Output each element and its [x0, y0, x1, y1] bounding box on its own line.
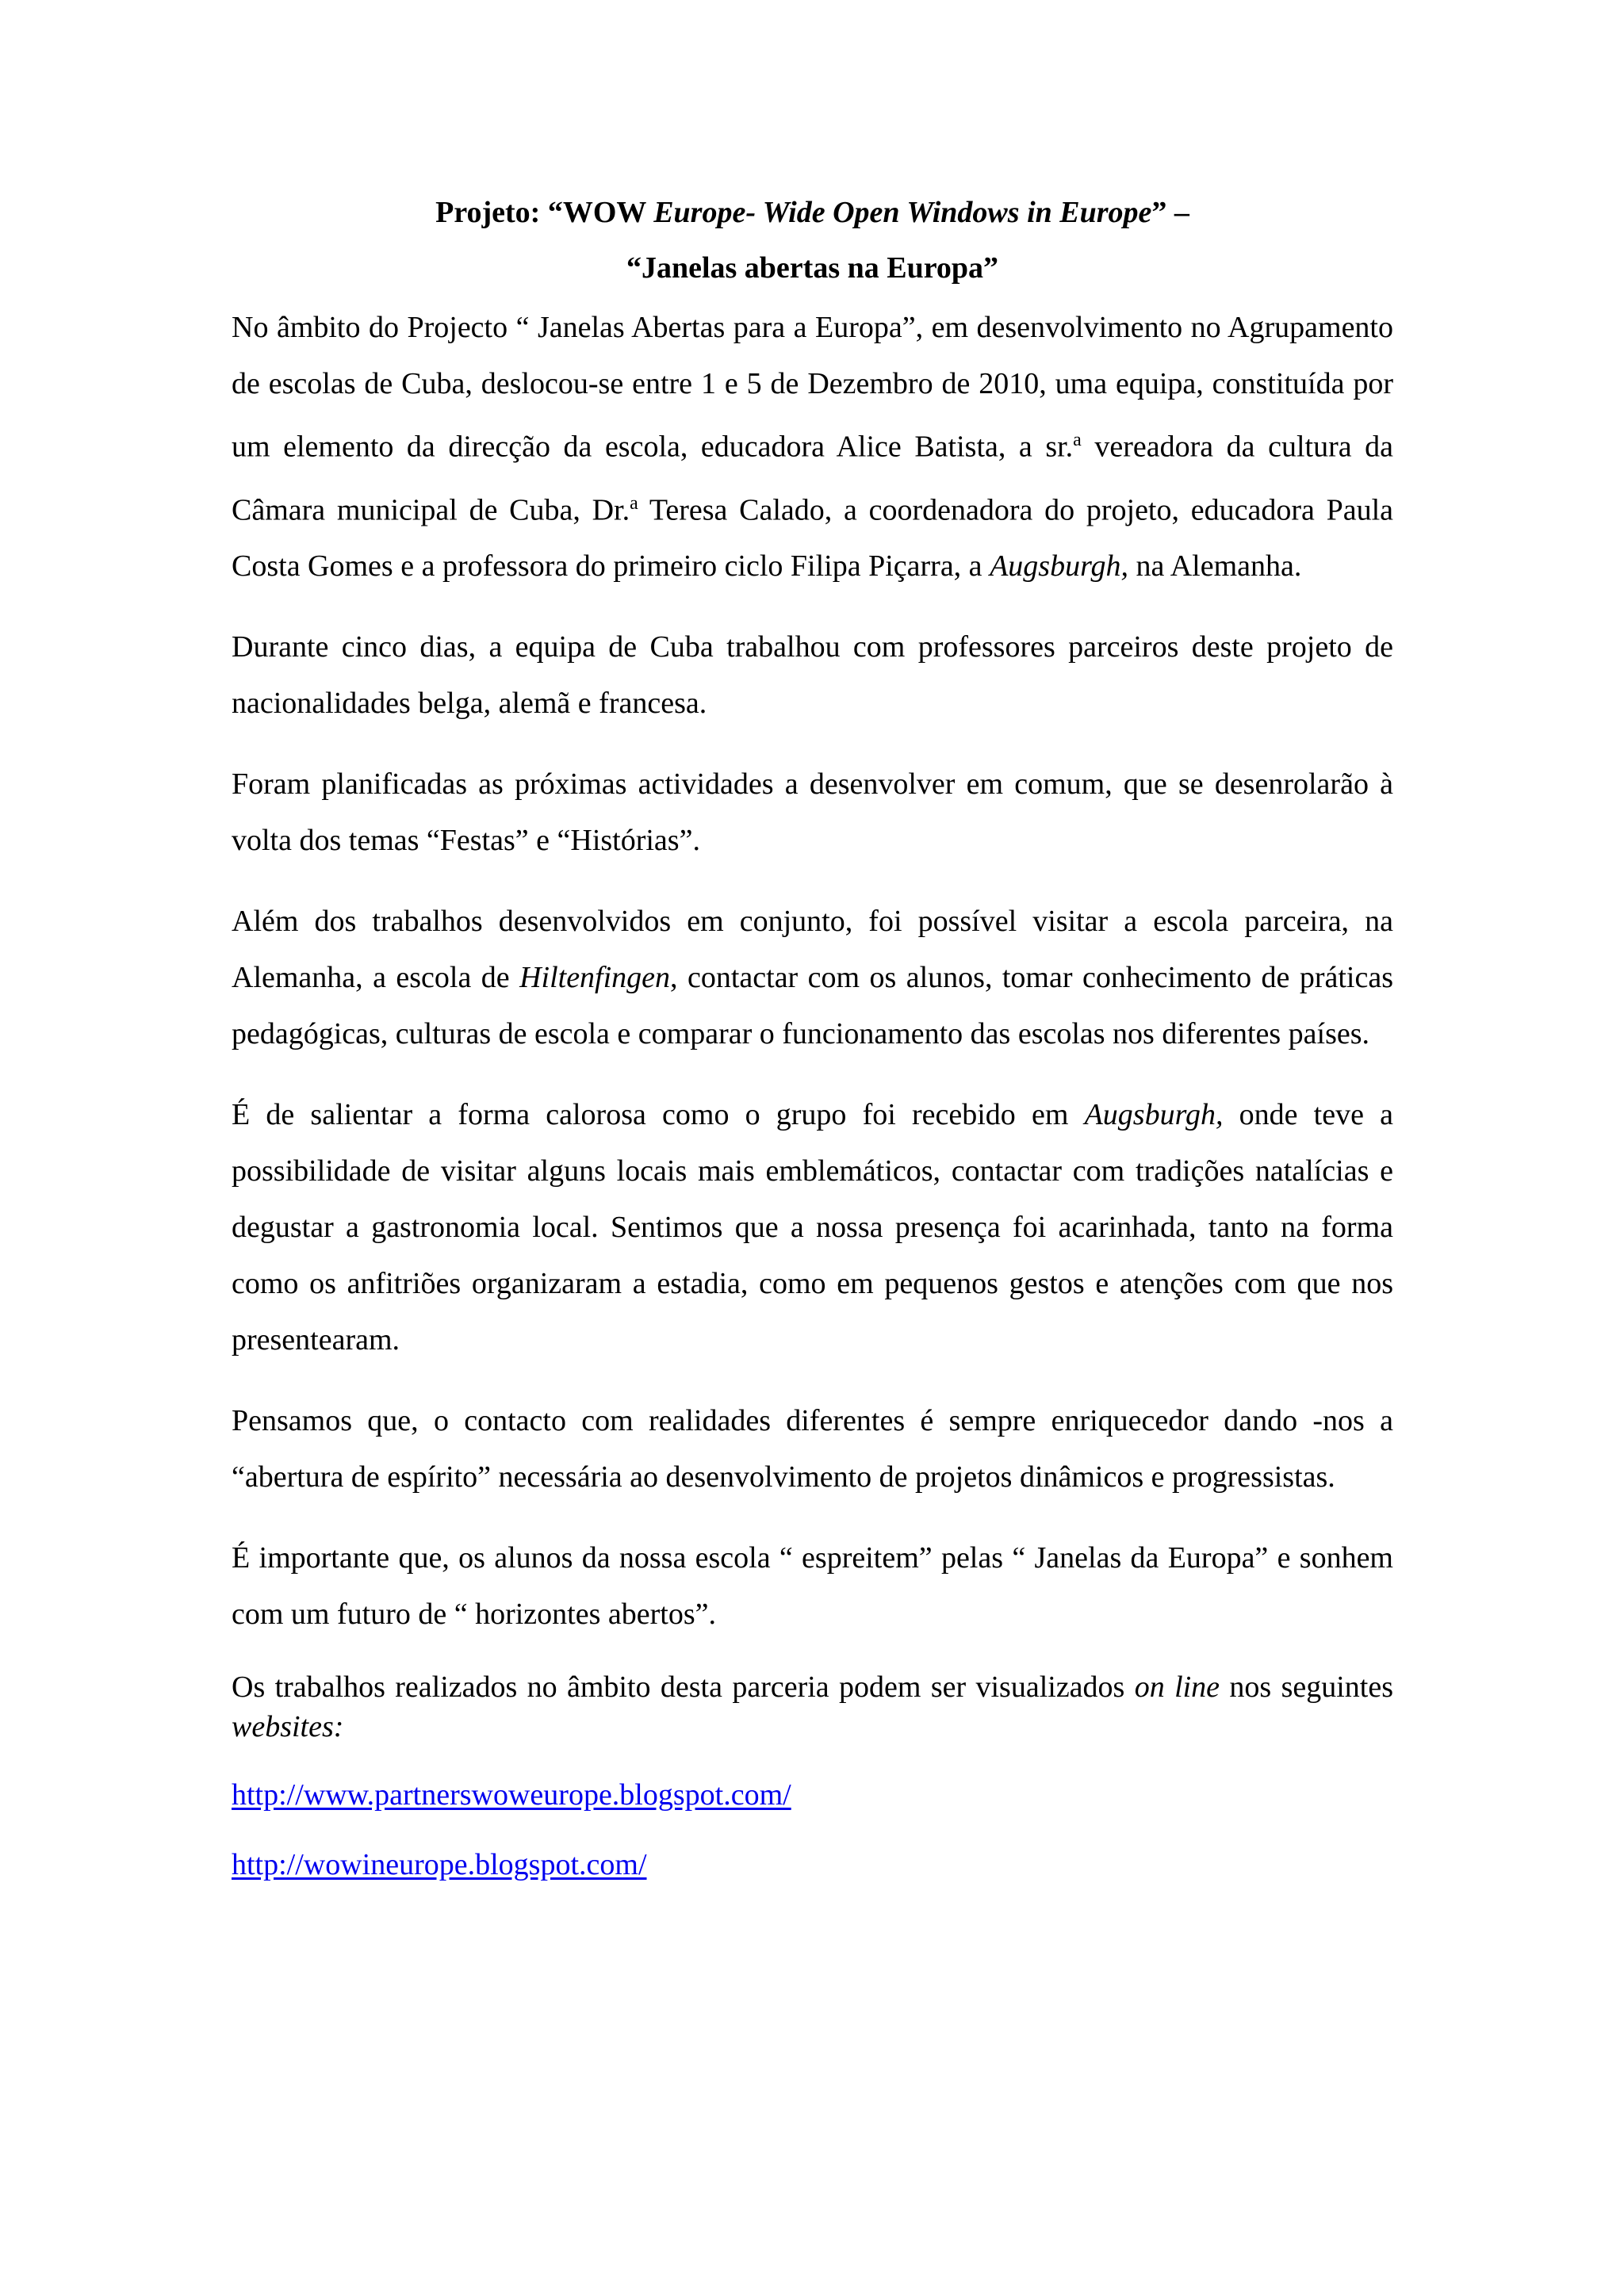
paragraph-7: É importante que, os alunos da nossa escola “ espreitem” pelas “ Janelas da Europa” e sonhem com um futuro de “ horizontes abertos”.	[232, 1541, 1393, 1632]
place-name-hiltenfingen: Hiltenfingen	[519, 961, 671, 995]
paragraph-1-text-c: Teresa Calado, a coordenadora do projeto, educadora Paula Costa Gomes e a professora do primeiro ciclo Filipa Piçarra, a	[232, 493, 1393, 584]
document-body	[232, 189, 1393, 1911]
link-line-1	[232, 1771, 1393, 1819]
link-line-2	[232, 1841, 1393, 1888]
paragraph-5-text-a: É de salientar a forma calorosa como o grupo foi recebido em	[232, 1098, 1085, 1132]
paragraph-8-text-b: nos seguintes	[1220, 1670, 1394, 1705]
title-prefix: Projeto: “WOW	[435, 196, 654, 229]
title-italic: Europe- Wide Open Windows in Europe	[653, 196, 1152, 229]
paragraph-5-text-b: onde teve a possibilidade de visitar alguns locais mais emblemáticos, contactar com tradições natalícias e degustar a gastronomia local. Sentimos que a nossa presença foi acarinhada, tanto na forma como os anfitriões organizaram a estadia, como em pequenos gestos e atenções com que nos presentearam.	[232, 1098, 1394, 1357]
superscript-a-2: a	[630, 492, 638, 514]
paragraph-6: Pensamos que, o contacto com realidades diferentes é sempre enriquecedor dando -nos a “abertura de espírito” necessária ao desenvolvimento de projetos dinâmicos e progressistas.	[232, 1404, 1393, 1494]
on-line-italic: on line	[1134, 1670, 1220, 1705]
document-subtitle: “Janelas abertas na Europa”	[626, 251, 999, 285]
document-title	[232, 189, 1393, 236]
paragraph-1-text-a: No âmbito do Projecto “ Janelas Abertas para a Europa”, em desenvolvimento no Agrupamento de escolas de Cuba, deslocou-se entre 1 e 5 de Dezembro de 2010, uma equipa, constituída por um elemento da direcção da escola, educadora Alice Batista, a sr.	[232, 311, 1393, 464]
paragraph-4-text-a: Além dos trabalhos desenvolvidos em conjunto, foi possível visitar a escola parceira, na Alemanha, a escola de	[232, 905, 1393, 995]
paragraph-1-text-d: na Alemanha.	[1128, 549, 1302, 584]
websites-italic: websites:	[232, 1710, 344, 1744]
place-name-augsburgh: Augsburgh,	[990, 549, 1128, 584]
paragraph-2: Durante cinco dias, a equipa de Cuba trabalhou com professores parceiros deste projeto de nacionalidades belga, alemã e francesa.	[232, 630, 1393, 721]
title-suffix: ” –	[1151, 196, 1189, 229]
paragraph-4	[232, 894, 1393, 1062]
paragraph-5	[232, 1087, 1393, 1368]
paragraph-1-text-b: vereadora da cultura da Câmara municipal de Cuba, Dr.	[232, 430, 1394, 527]
paragraph-4-text-b: , contactar com os alunos, tomar conhecimento de práticas pedagógicas, culturas de escola e comparar o funcionamento das escolas nos diferentes países.	[232, 961, 1393, 1051]
paragraph-3: Foram planificadas as próximas actividades a desenvolver em comum, que se desenrolarão à volta dos temas “Festas” e “Histórias”.	[232, 767, 1393, 858]
partners-blog-link[interactable]: http://www.partnerswoweurope.blogspot.com/	[232, 1778, 791, 1812]
paragraph-8	[232, 1667, 1393, 1747]
paragraph-8-text-a: Os trabalhos realizados no âmbito desta parceria podem ser visualizados	[232, 1670, 1135, 1705]
place-name-augsburgh-2: Augsburgh,	[1084, 1098, 1224, 1132]
paragraph-1	[232, 300, 1393, 595]
wow-blog-link[interactable]: http://wowineurope.blogspot.com/	[232, 1848, 647, 1882]
superscript-a-1: a	[1073, 430, 1082, 450]
